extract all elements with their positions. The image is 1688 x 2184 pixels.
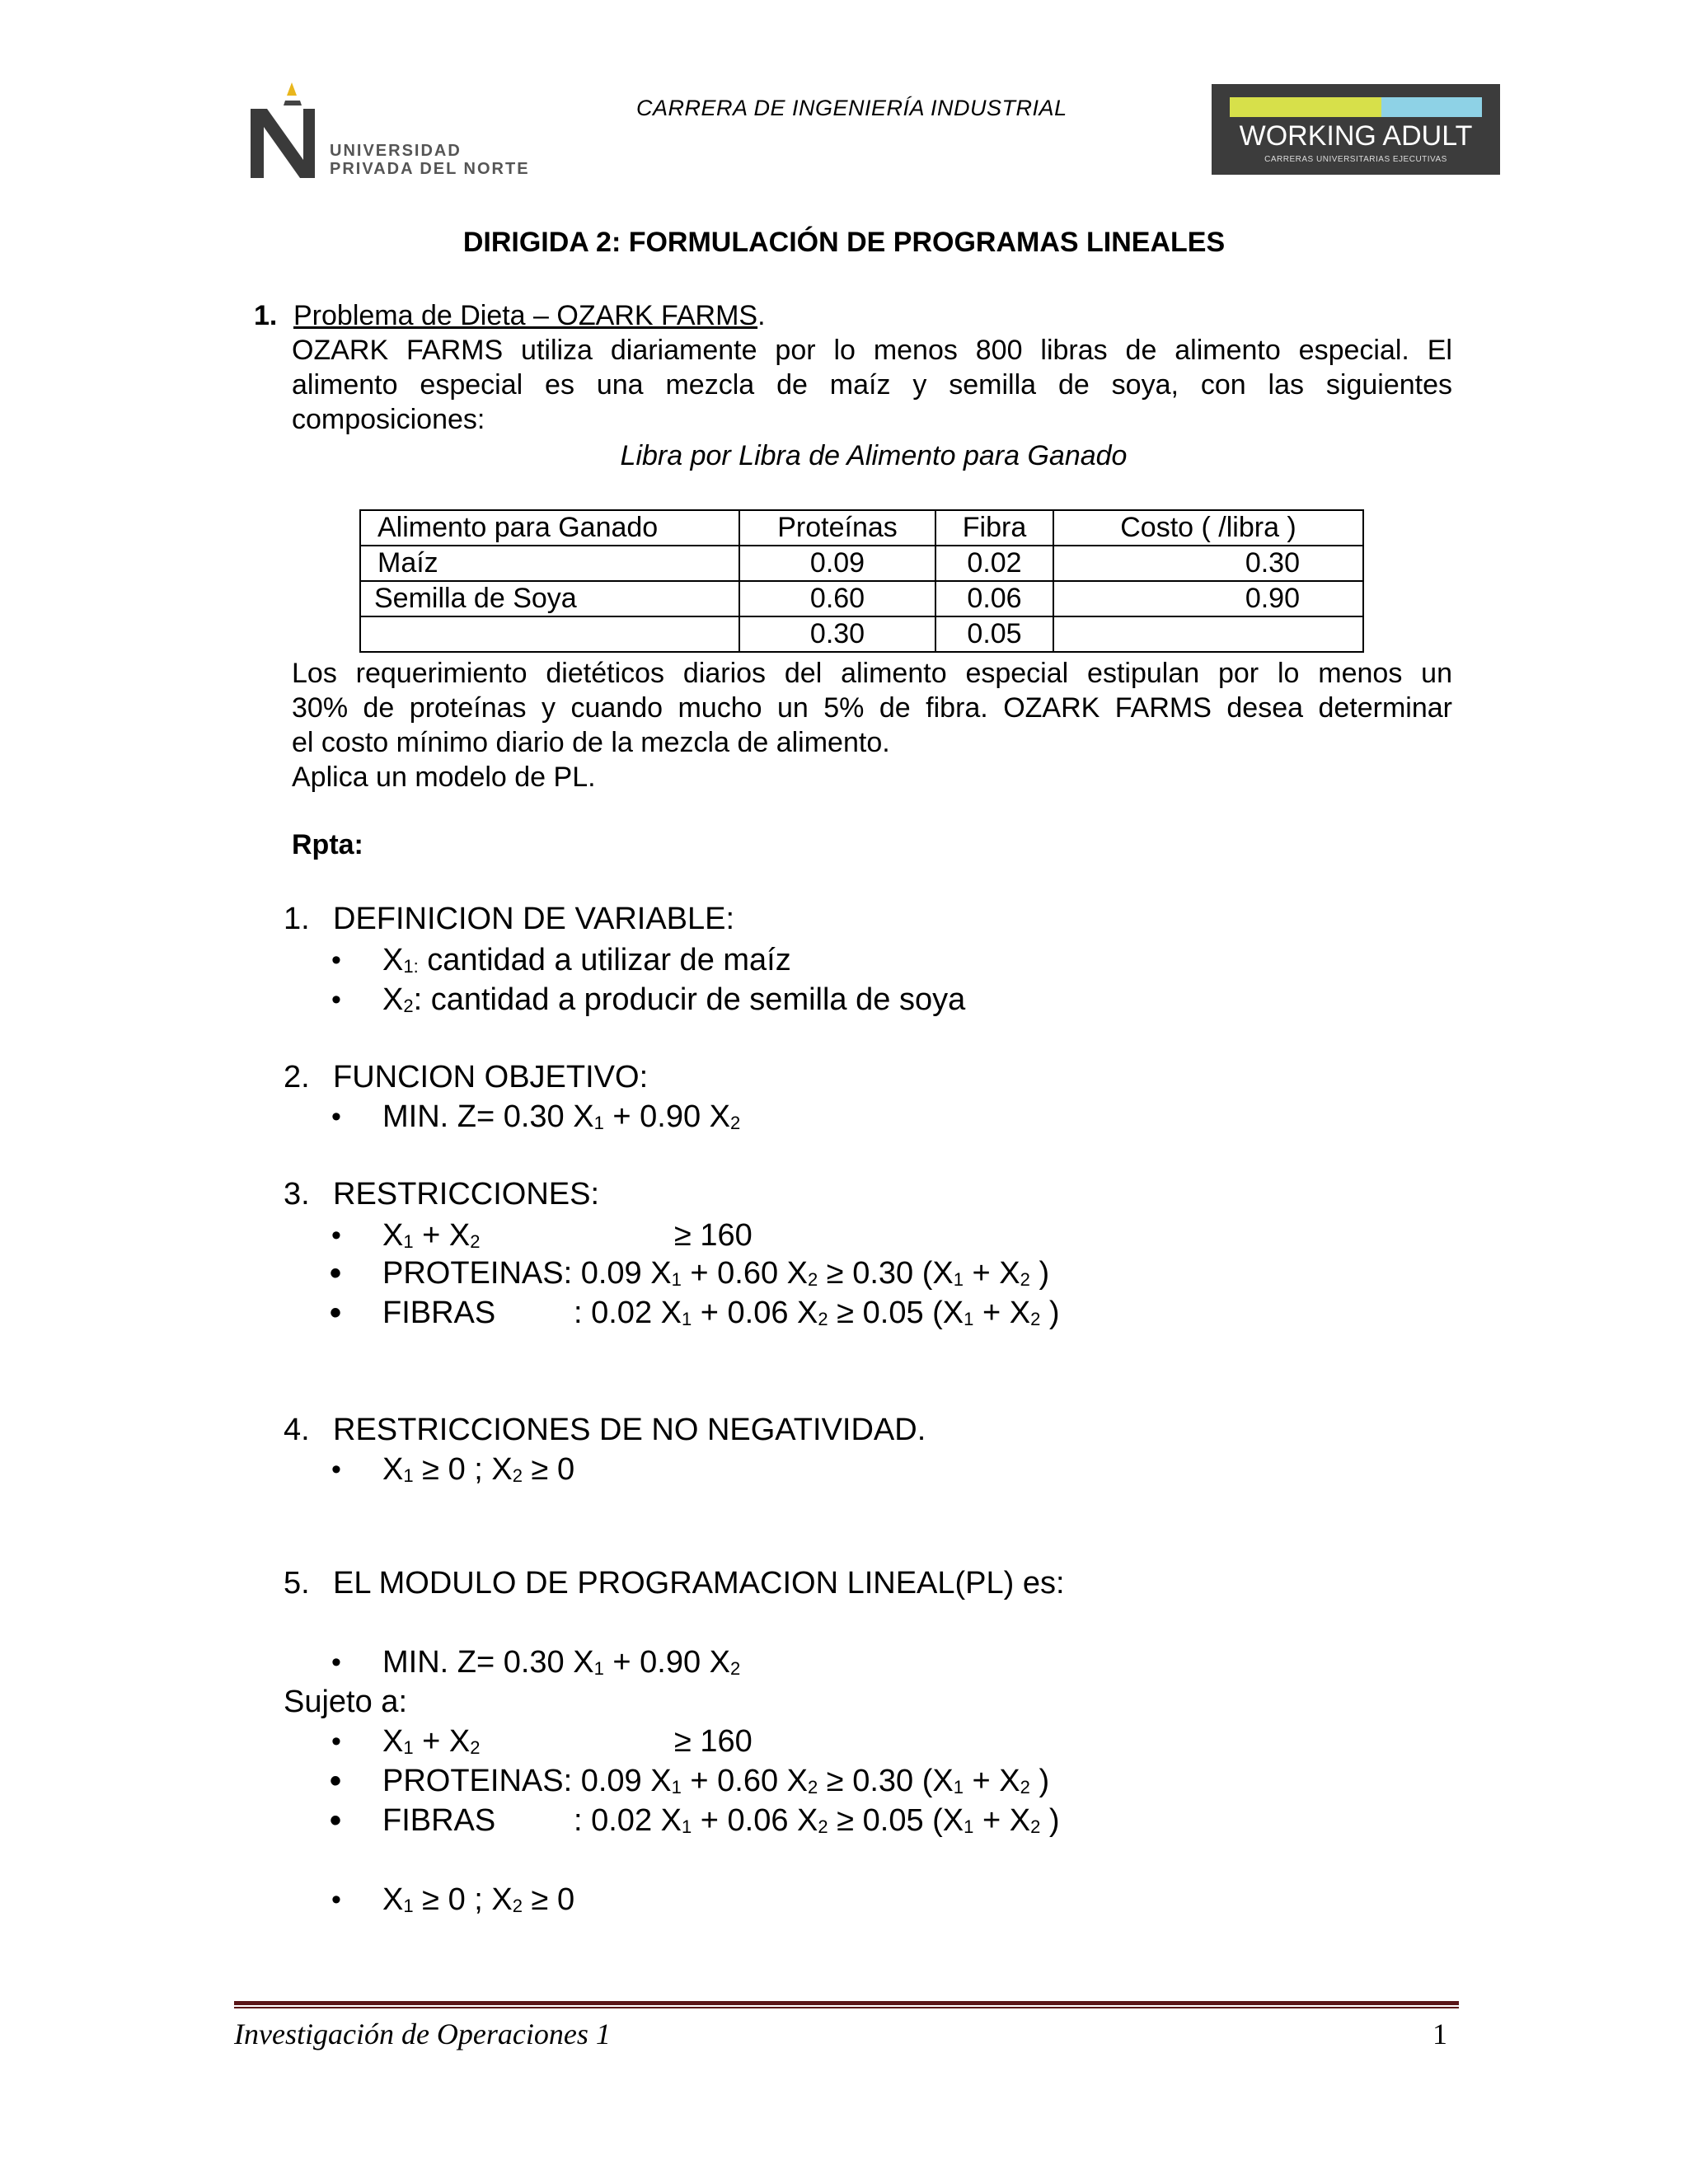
table-cell: 0.09 [739, 546, 935, 581]
section-2-number: 2. [284, 1060, 310, 1094]
intro-line-1: OZARK FARMS utiliza diariamente por lo menos 800 libras de alimento especial. El [292, 335, 1452, 366]
bullet-icon: • [330, 1763, 342, 1799]
bullet-icon: • [331, 1101, 341, 1132]
table-header-cell: Proteínas [739, 510, 935, 546]
bullet-icon: • [331, 984, 341, 1015]
section-4-title: RESTRICCIONES DE NO NEGATIVIDAD. [333, 1413, 926, 1447]
model-constraint-fiber-label: FIBRAS [382, 1803, 496, 1838]
table-header-cell: Fibra [935, 510, 1053, 546]
intro-line-2: alimento especial es una mezcla de maíz y semilla de soya, con las siguientes [292, 369, 1452, 401]
section-3-title: RESTRICCIONES: [333, 1177, 600, 1212]
objective-function: MIN. Z= 0.30 $X_1 + 0.90$ $X_2$ [382, 1099, 741, 1134]
bullet-icon: • [331, 1454, 341, 1485]
apply-model-line: Aplica un modelo de PL. [292, 762, 596, 793]
table-row [360, 616, 1363, 652]
section-2-title: FUNCION OBJETIVO: [333, 1060, 649, 1094]
requirements-line-1: Los requerimiento dietéticos diarios del alimento especial estipulan por lo menos un [292, 658, 1452, 689]
table-cell: 0.90 [1053, 581, 1363, 616]
table-cell: 0.30 [739, 616, 935, 652]
model-objective-function: MIN. Z= 0.30 $X_1 + 0.90$ $X_2$ [382, 1645, 741, 1680]
footer-course: Investigación de Operaciones 1 [234, 2018, 611, 2050]
university-logo-text: UNIVERSIDAD PRIVADA DEL NORTE [330, 142, 530, 178]
bullet-icon: • [330, 1295, 342, 1331]
model-constraint-total: $X_1 + X_2$ [382, 1724, 481, 1759]
logo-stripe-blue [1381, 97, 1482, 117]
intro-line-3: composiciones: [292, 404, 485, 435]
constraint-total: $X_1 + X_2$ [382, 1218, 481, 1253]
footer-rule [234, 2001, 1459, 2005]
model-constraint-total-rhs: ≥ 160 [674, 1724, 753, 1759]
logo-stripe-yellow [1230, 97, 1381, 117]
table-cell: 0.02 [935, 546, 1053, 581]
table-cell: 0.06 [935, 581, 1053, 616]
bullet-icon: • [331, 1647, 341, 1678]
model-non-negativity: $X_1 \ge 0$ ; $X_2 \ge 0$ [382, 1882, 575, 1917]
table-header-row [360, 510, 1363, 546]
problem-heading-tail: . [757, 300, 766, 331]
table-cell: Semilla de Soya [360, 581, 739, 616]
section-5-title: EL MODULO DE PROGRAMACION LINEAL(PL) es: [333, 1566, 1065, 1601]
page-number: 1 [1432, 2018, 1447, 2050]
bullet-icon: • [331, 1884, 341, 1915]
section-1-number: 1. [284, 902, 310, 936]
feed-table [359, 509, 1364, 653]
bullet-icon: • [331, 944, 341, 976]
table-header-cell: Costo ( /libra ) [1053, 510, 1363, 546]
subject-to-label: Sujeto a: [284, 1685, 407, 1719]
section-5-number: 5. [284, 1566, 310, 1601]
table-cell: 0.30 [1053, 546, 1363, 581]
requirements-line-3: el costo mínimo diario de la mezcla de alimento. [292, 727, 890, 758]
problem-heading [293, 298, 766, 333]
constraint-fiber-label: FIBRAS [382, 1296, 496, 1330]
bullet-icon: • [330, 1255, 342, 1291]
working-adult-title: WORKING ADULT [1239, 120, 1473, 152]
university-logo [244, 76, 557, 183]
section-3-number: 3. [284, 1177, 310, 1212]
bullet-icon: • [331, 1726, 341, 1757]
table-cell: Maíz [360, 546, 739, 581]
table-header-cell: Alimento para Ganado [360, 510, 739, 546]
working-adult-subtitle: CARRERAS UNIVERSITARIAS EJECUTIVAS [1264, 155, 1447, 164]
bullet-icon: • [330, 1802, 342, 1839]
constraint-total-rhs: ≥ 160 [674, 1218, 753, 1253]
footer-rule-thin [234, 2007, 1459, 2008]
problem-number: 1. [254, 300, 278, 331]
university-n-logo-icon [244, 76, 335, 183]
model-constraint-fiber: : 0.02 $X_1 + 0.06$ $X_2 \ge 0.05$ ($X_1 + X_2$ ) [574, 1803, 1060, 1838]
table-cell: 0.05 [935, 616, 1053, 652]
constraint-fiber: : 0.02 $X_1 + 0.06$ $X_2 \ge 0.05$ ($X_1 + X_2$ ) [574, 1296, 1060, 1330]
variable-x2-definition: $X_2$: cantidad a producir de semilla de soya [382, 982, 966, 1017]
page-title: DIRIGIDA 2: FORMULACIÓN DE PROGRAMAS LINEALES [462, 227, 1226, 258]
bullet-icon: • [331, 1220, 341, 1251]
table-cell [360, 616, 739, 652]
answer-label: Rpta: [292, 829, 363, 860]
table-cell [1053, 616, 1363, 652]
table-row [360, 581, 1363, 616]
table-row [360, 546, 1363, 581]
constraint-proteins: PROTEINAS: 0.09 $X_1 + 0.60$ $X_2 \ge 0.30$ ($X_1 + X_2$ ) [382, 1256, 1050, 1291]
variable-x1-definition: $X_{1:}$ cantidad a utilizar de maíz [382, 943, 791, 977]
requirements-line-2: 30% de proteínas y cuando mucho un 5% de fibra. OZARK FARMS desea determinar [292, 692, 1452, 724]
section-4-number: 4. [284, 1413, 310, 1447]
model-constraint-proteins: PROTEINAS: 0.09 $X_1 + 0.60$ $X_2 \ge 0.30$ ($X_1 + X_2$ ) [382, 1764, 1050, 1798]
non-negativity-constraint: $X_1 \ge 0$ ; $X_2 \ge 0$ [382, 1452, 575, 1487]
header-career: CARRERA DE INGENIERÍA INDUSTRIAL [636, 96, 1067, 120]
problem-heading-underlined: Problema de Dieta – OZARK FARMS [293, 300, 758, 331]
section-1-title: DEFINICION DE VARIABLE: [333, 902, 735, 936]
table-cell: 0.60 [739, 581, 935, 616]
table-caption: Libra por Libra de Alimento para Ganado [620, 440, 1128, 471]
working-adult-logo [1212, 84, 1500, 175]
